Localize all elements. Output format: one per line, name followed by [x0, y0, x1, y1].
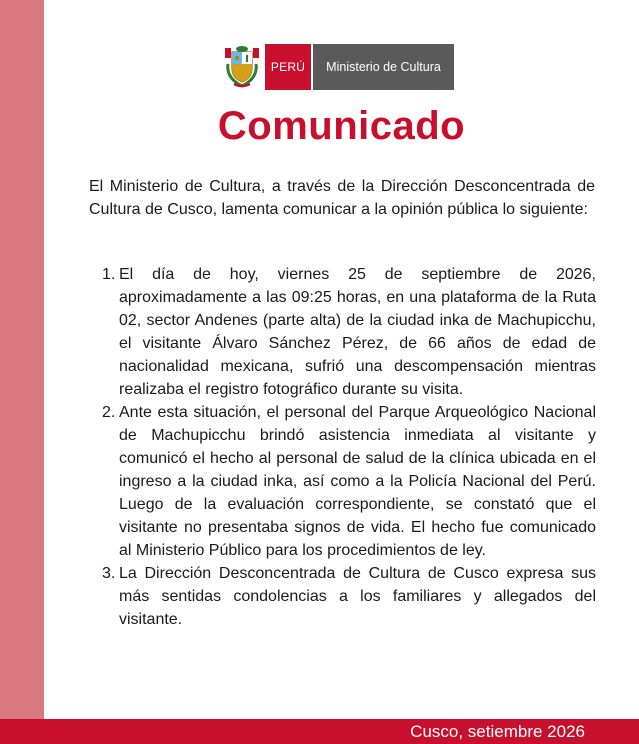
- list-item: [102, 263, 596, 401]
- list-item: [102, 401, 596, 562]
- page-title: Comunicado: [217, 104, 466, 148]
- ministry-label: Ministerio de Cultura: [313, 44, 454, 90]
- ministry-logo: [222, 44, 454, 90]
- footer-place-date: Cusco, setiembre 2026: [410, 722, 585, 741]
- statement-list: [102, 263, 596, 631]
- list-item-text: El día de hoy, viernes 25 de septiembre de 2026, aproximadamente a las 09:25 horas, en una plataforma de la Ruta 02, sector Andenes (parte alta) de la ciudad inka de Machupicchu, el visitante Álvaro Sánchez Pérez, de 66 años de edad de nacionalidad mexicana, sufrió una descompensación mientras realizaba el registro fotográfico durante su visita.: [119, 266, 596, 398]
- list-item-number: 1.: [102, 266, 116, 283]
- list-item-number: 2.: [102, 404, 116, 421]
- list-item: [102, 562, 596, 631]
- list-item-number: 3.: [102, 565, 116, 582]
- list-item-text: La Dirección Desconcentrada de Cultura de Cusco expresa sus más sentidas condolencias a los familiares y allegados del visitante.: [119, 565, 596, 628]
- intro-paragraph: El Ministerio de Cultura, a través de la Dirección Desconcentrada de Cultura de Cusco, lamenta comunicar a la opinión pública lo siguiente:: [89, 178, 595, 218]
- peru-coat-of-arms-icon: [222, 44, 262, 90]
- peru-label: PERÚ: [265, 44, 313, 90]
- left-decorative-bar: [0, 0, 44, 744]
- list-item-text: Ante esta situación, el personal del Parque Arqueológico Nacional de Machupicchu brindó asistencia inmediata al visitante y comunicó el hecho al personal de salud de la clínica ubicada en el ingreso a la ciudad inka, así como a la Policía Nacional del Perú. Luego de la evaluación correspondiente, se constató que el visitante no presentaba signos de vida. El hecho fue comunicado al Ministerio Público para los procedimientos de ley.: [119, 404, 596, 559]
